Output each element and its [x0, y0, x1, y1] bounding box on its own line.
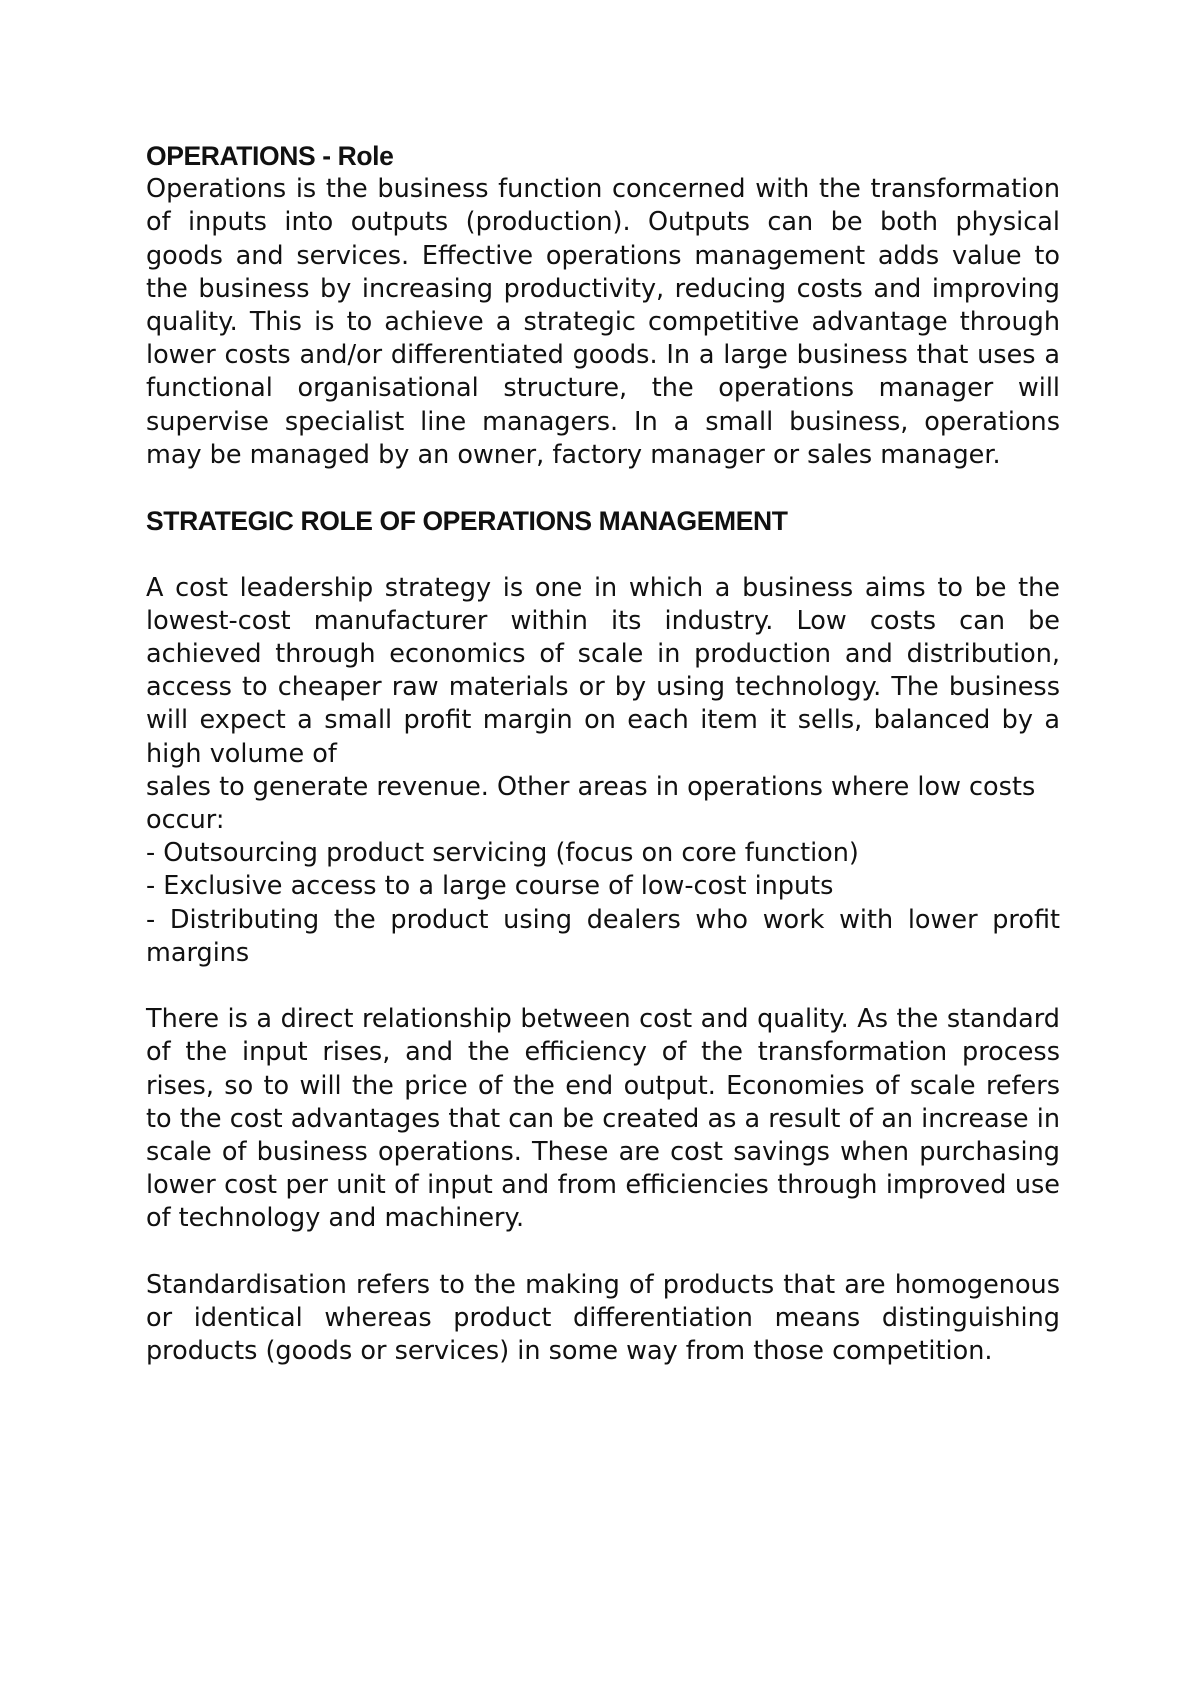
- section-heading-operations-role: OPERATIONS - Role: [146, 141, 394, 171]
- spacer: [146, 1236, 1060, 1269]
- paragraph-operations-role: Operations is the business function concerned with the transformation of inputs into outputs (production). Outputs can be both physical goods and services. Effective operations management adds value to the business by increasing productivity, reducing costs and improving quality. This is to achieve a strategic competitive advantage through lower costs and/or differentiated goods. In a large business that uses a functional organisational structure, the operations manager will supervise specialist line managers. In a small business, operations may be managed by an owner, factory manager or sales manager.: [146, 174, 1060, 470]
- spacer: [146, 538, 1060, 571]
- paragraph-cost-leadership-continued: sales to generate revenue. Other areas in operations where low costs occur:: [146, 771, 1036, 836]
- paragraph-cost-quality: There is a direct relationship between cost and quality. As the standard of the input rises, and the efficiency of the transformation process rises, so to will the price of the end output. Economies of scale refers to the cost advantages that can be created as a result of an increase in scale of business operations. These are cost savings when purchasing lower cost per unit of input and from efficiencies through improved use of technology and machinery.: [146, 1004, 1060, 1234]
- list-item: - Exclusive access to a large course of low-cost inputs: [146, 871, 834, 902]
- document-page: [146, 140, 1060, 1368]
- paragraph-cost-leadership: A cost leadership strategy is one in which a business aims to be the lowest-cost manufacturer within its industry. Low costs can be achieved through economics of scale in production and distribution, access to cheaper raw materials or by using technology. The business will expect a small profit margin on each item it sells, balanced by a high volume of: [146, 572, 1060, 769]
- list-item: - Distributing the product using dealers who work with lower profit margins: [146, 904, 1060, 968]
- section-heading-strategic-role: STRATEGIC ROLE OF OPERATIONS MANAGEMENT: [146, 506, 788, 537]
- paragraph-standardisation: Standardisation refers to the making of products that are homogenous or identical whereas product differentiation means distinguishing products (goods or services) in some way from those competition.: [146, 1269, 1060, 1367]
- list-item: - Outsourcing product servicing (focus on core function): [146, 838, 859, 869]
- spacer: [146, 970, 1060, 1003]
- spacer: [146, 472, 1060, 505]
